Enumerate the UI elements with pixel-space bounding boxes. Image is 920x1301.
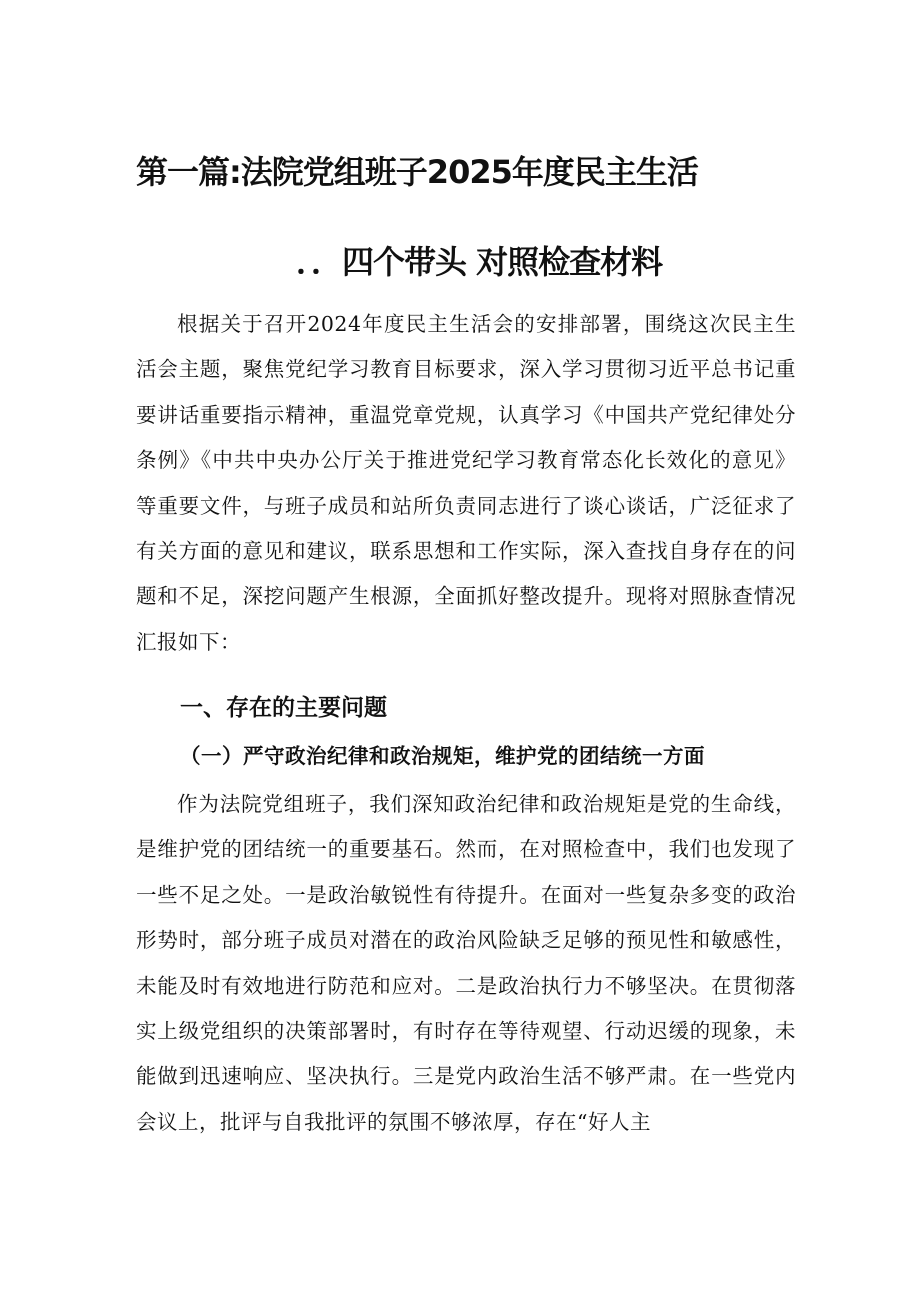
subsection-heading: （一）严守政治纪律和政治规矩，维护党的团结统一方面 [180,744,705,768]
document-title-line-1: 第一篇:法院党组班子2025年度民主生活 [136,153,698,191]
document-title-line-2: ．．四个带头 对照检查材料 [296,243,663,281]
section-heading: 一、存在的主要问题 [180,695,387,721]
body-paragraph: 作为法院党组班子，我们深知政治纪律和政治规矩是党的生命线，是维护党的团结统一的重要基石。然而，在对照检查中，我们也发现了一些不足之处。一是政治敏锐性有待提升。在面对一些复杂多变的政治形势时，部分班子成员对潜在的政治风险缺乏足够的预见性和敏感性，未能及时有效地进行防范和应对。二是政治执行力不够坚决。在贯彻落实上级党组织的决策部署时，有时存在等待观望、行动迟缓的现象，未能做到迅速响应、坚决执行。三是党内政治生活不够严肃。在一些党内会议上，批评与自我批评的氛围不够浓厚，存在“好人主 [136,792,796,1134]
intro-paragraph: 根据关于召开2024年度民主生活会的安排部署，围绕这次民主生活会主题，聚焦党纪学习教育目标要求，深入学习贯彻习近平总书记重要讲话重要指示精神，重温党章党规，认真学习《中国共产党纪律处分条例》《中共中央办公厅关于推进党纪学习教育常态化长效化的意见》等重要文件，与班子成员和站所负责同志进行了谈心谈话，广泛征求了有关方面的意见和建议，联系思想和工作实际，深入查找自身存在的问题和不足，深挖问题产生根源，全面抓好整改提升。现将对照脉查情况汇报如下： [136,312,796,654]
